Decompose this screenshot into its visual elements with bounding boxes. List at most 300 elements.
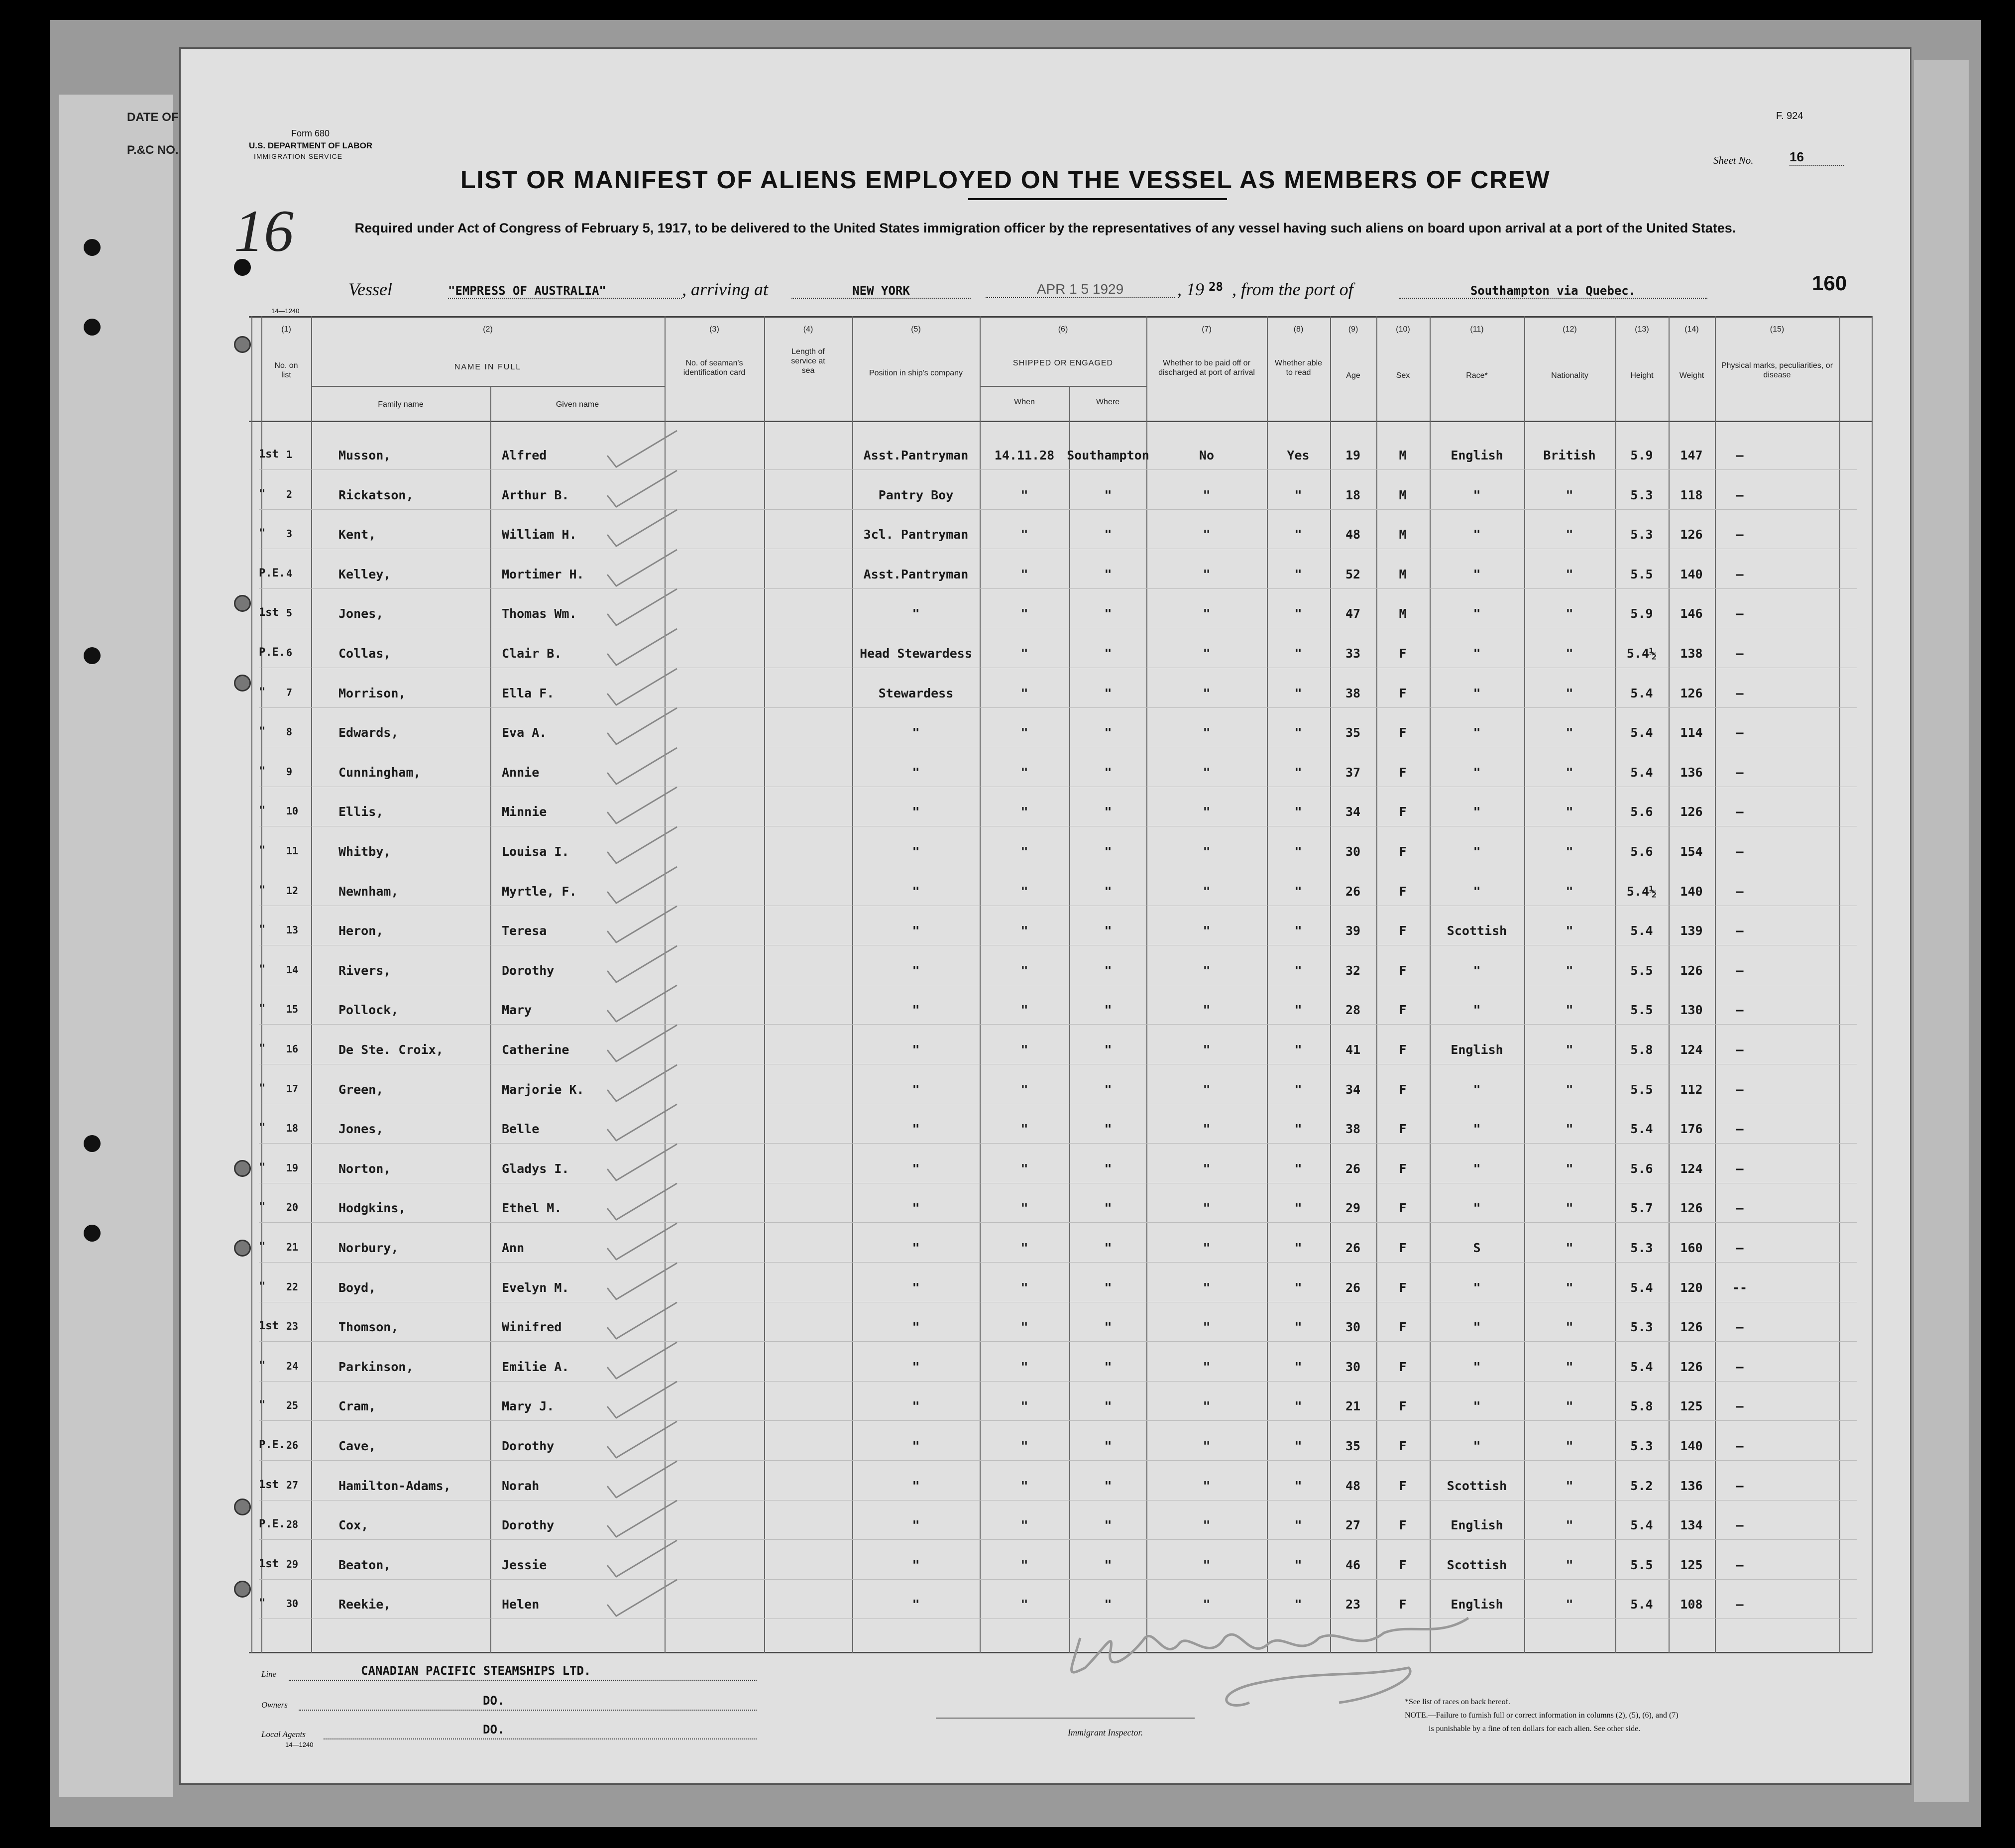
cell-marks: —: [1736, 725, 1744, 740]
cell-paid: ": [1203, 1241, 1211, 1255]
cell-given: Myrtle, F.: [502, 884, 577, 899]
form-subtitle: Required under Act of Congress of February 5, 1917, to be delivered to the United States immigration officer by the representatives of any vessel having such aliens on board upon arrival at a port of the United States.: [354, 221, 1736, 235]
cell-where: ": [1104, 527, 1112, 542]
cell-when: ": [1020, 1439, 1028, 1453]
cell-family: Ellis,: [338, 805, 384, 819]
col12-num: (12): [1563, 325, 1577, 334]
cell-cls: ": [259, 1082, 266, 1095]
cell-marks: —: [1736, 765, 1744, 780]
cell-where: ": [1104, 1399, 1112, 1414]
cell-age: 41: [1345, 1042, 1361, 1057]
cell-no: 19: [286, 1161, 299, 1174]
cell-nat: ": [1566, 1359, 1573, 1374]
cell-height: 5.4: [1630, 725, 1653, 740]
cell-nat: ": [1566, 1042, 1573, 1057]
row-rule: [259, 469, 1857, 470]
cell-race: ": [1473, 844, 1481, 859]
row-rule: [259, 1341, 1857, 1342]
cell-position: ": [912, 1241, 920, 1255]
binder-hole: [84, 647, 101, 664]
cell-nat: ": [1566, 924, 1573, 938]
cell-race: English: [1451, 1042, 1503, 1057]
cell-cls: ": [259, 844, 266, 857]
cell-when: ": [1020, 567, 1028, 581]
cell-cls: P.E.: [259, 567, 285, 579]
cell-age: 34: [1345, 805, 1361, 819]
cell-age: 52: [1345, 567, 1361, 581]
check-mark-icon: [602, 468, 682, 513]
cell-family: Cave,: [338, 1439, 376, 1453]
cell-family: Whitby,: [338, 844, 391, 859]
col13-label: Height: [1630, 371, 1654, 380]
grommet-mark: [234, 1160, 251, 1177]
cell-height: 5.6: [1630, 844, 1653, 859]
check-mark-icon: [602, 1300, 682, 1345]
cell-family: Parkinson,: [338, 1359, 414, 1374]
page-title: LIST OR MANIFEST OF ALIENS EMPLOYED ON THE VESSEL AS MEMBERS OF CREW: [460, 166, 1551, 194]
cell-race: Scottish: [1447, 1478, 1507, 1493]
cell-no: 7: [286, 686, 293, 698]
cell-nat: ": [1566, 884, 1573, 899]
cell-sex: F: [1399, 1518, 1407, 1533]
cell-family: Newnham,: [338, 884, 399, 899]
departure-port: Southampton via Quebec.: [1399, 284, 1707, 299]
cell-cls: ": [259, 963, 266, 976]
cell-position: ": [912, 1320, 920, 1335]
cell-marks: —: [1736, 1201, 1744, 1216]
binder-hole: [84, 319, 101, 336]
cell-read: Yes: [1287, 448, 1310, 462]
cell-nat: ": [1566, 1280, 1573, 1295]
cell-sex: F: [1399, 1399, 1407, 1414]
cell-where: ": [1104, 805, 1112, 819]
cell-age: 23: [1345, 1597, 1361, 1612]
check-mark-icon: [602, 1577, 682, 1622]
cell-cls: ": [259, 1122, 266, 1135]
cell-read: ": [1294, 1557, 1302, 1572]
cell-no: 24: [286, 1360, 299, 1372]
cell-nat: ": [1566, 963, 1573, 978]
sheet-number: 16: [1790, 149, 1844, 166]
check-mark-icon: [602, 507, 682, 552]
cell-given: Louisa I.: [502, 844, 569, 859]
cell-paid: ": [1203, 527, 1211, 542]
cell-when: ": [1020, 1042, 1028, 1057]
cell-no: 1: [286, 449, 293, 461]
cell-paid: ": [1203, 1161, 1211, 1176]
cell-no: 3: [286, 528, 293, 540]
cell-age: 28: [1345, 1003, 1361, 1018]
fine-note: NOTE.—Failure to furnish full or correct information in columns (2), (5), (6), and (7): [1405, 1711, 1679, 1720]
cell-where: ": [1104, 765, 1112, 780]
cell-marks: —: [1736, 1399, 1744, 1414]
cell-sex: F: [1399, 1161, 1407, 1176]
check-mark-icon: [602, 943, 682, 988]
check-mark-icon: [602, 745, 682, 790]
cell-where: ": [1104, 1201, 1112, 1216]
cell-paid: ": [1203, 805, 1211, 819]
cell-when: ": [1020, 1478, 1028, 1493]
check-mark-icon: [602, 1538, 682, 1583]
cell-marks: —: [1736, 567, 1744, 581]
check-mark-icon: [602, 1340, 682, 1385]
cell-given: Eva A.: [502, 725, 547, 740]
cell-paid: ": [1203, 1399, 1211, 1414]
sheet-label: Sheet No.: [1713, 154, 1754, 166]
col2-label: NAME IN FULL: [454, 363, 522, 371]
cell-where: ": [1104, 924, 1112, 938]
row-rule: [259, 1579, 1857, 1580]
cell-given: Ella F.: [502, 686, 555, 700]
cell-paid: ": [1203, 725, 1211, 740]
handwritten-sheet-number: 16: [234, 198, 294, 264]
cell-given: Mary J.: [502, 1399, 555, 1414]
col1-num: (1): [281, 325, 291, 334]
cell-weight: 140: [1680, 567, 1703, 581]
check-mark-icon: [602, 586, 682, 631]
cell-given: Winifred: [502, 1320, 562, 1335]
cell-cls: ": [259, 725, 266, 738]
row-rule: [259, 1143, 1857, 1144]
cell-nat: ": [1566, 844, 1573, 859]
cell-marks: —: [1736, 1161, 1744, 1176]
cell-no: 17: [286, 1082, 299, 1095]
cell-family: Norton,: [338, 1161, 391, 1176]
cell-given: Dorothy: [502, 1518, 555, 1533]
from-port-label: , from the port of: [1232, 279, 1353, 299]
check-mark-icon: [602, 824, 682, 869]
col13-num: (13): [1635, 325, 1649, 334]
cell-given: Mortimer H.: [502, 567, 584, 581]
cell-cls: ": [259, 1201, 266, 1214]
cell-race: Scottish: [1447, 1557, 1507, 1572]
cell-paid: ": [1203, 606, 1211, 621]
cell-paid: ": [1203, 884, 1211, 899]
row-rule: [259, 1222, 1857, 1223]
cell-sex: F: [1399, 1597, 1407, 1612]
cell-nat: ": [1566, 1122, 1573, 1137]
cell-position: Asst.Pantryman: [863, 448, 969, 462]
cell-given: Mary: [502, 1003, 532, 1018]
cell-weight: 130: [1680, 1003, 1703, 1018]
cell-where: ": [1104, 1042, 1112, 1057]
cell-height: 5.4: [1630, 686, 1653, 700]
cell-nat: ": [1566, 606, 1573, 621]
cell-height: 5.8: [1630, 1042, 1653, 1057]
col8-label: Whether able to read: [1274, 359, 1323, 377]
cell-paid: ": [1203, 1359, 1211, 1374]
cell-no: 12: [286, 884, 299, 897]
col10-num: (10): [1396, 325, 1410, 334]
cell-cls: ": [259, 765, 266, 778]
cell-age: 26: [1345, 1241, 1361, 1255]
cell-race: English: [1451, 448, 1503, 462]
cell-position: ": [912, 1478, 920, 1493]
cell-no: 29: [286, 1558, 299, 1570]
col11-label: Race*: [1466, 371, 1488, 380]
cell-sex: M: [1399, 567, 1407, 581]
col12-label: Nationality: [1551, 371, 1588, 380]
stamp-fragment-2: P.&C NO.: [127, 143, 179, 157]
cell-age: 30: [1345, 844, 1361, 859]
cell-where: ": [1104, 1320, 1112, 1335]
cell-where: ": [1104, 963, 1112, 978]
cell-sex: F: [1399, 1280, 1407, 1295]
cell-position: ": [912, 1518, 920, 1533]
cell-marks: —: [1736, 1359, 1744, 1374]
cell-cls: ": [259, 487, 266, 500]
cell-marks: —: [1736, 487, 1744, 502]
cell-family: Cunningham,: [338, 765, 421, 780]
cell-family: Hamilton-Adams,: [338, 1478, 451, 1493]
col-rule: [1872, 316, 1873, 1653]
cell-cls: ": [259, 1241, 266, 1253]
cell-sex: F: [1399, 805, 1407, 819]
binder-hole: [84, 1135, 101, 1152]
print-code-bottom: 14—1240: [285, 1741, 314, 1748]
agents-value: DO.: [483, 1723, 505, 1736]
cell-age: 47: [1345, 606, 1361, 621]
cell-sex: F: [1399, 1359, 1407, 1374]
check-mark-icon: [602, 1221, 682, 1266]
cell-weight: 140: [1680, 1439, 1703, 1453]
cell-family: Hodgkins,: [338, 1201, 406, 1216]
line-value: CANADIAN PACIFIC STEAMSHIPS LTD.: [361, 1664, 591, 1678]
cell-paid: ": [1203, 646, 1211, 661]
cell-sex: F: [1399, 646, 1407, 661]
cell-family: Rickatson,: [338, 487, 414, 502]
cell-when: ": [1020, 527, 1028, 542]
cell-family: Collas,: [338, 646, 391, 661]
cell-no: 11: [286, 845, 299, 857]
cell-sex: M: [1399, 606, 1407, 621]
cell-weight: 139: [1680, 924, 1703, 938]
col4-num: (4): [803, 325, 813, 334]
cell-position: ": [912, 1082, 920, 1097]
row-rule: [259, 1539, 1857, 1540]
cell-where: Southampton: [1067, 448, 1149, 462]
col6-where: Where: [1096, 398, 1120, 406]
cell-age: 33: [1345, 646, 1361, 661]
cell-cls: 1st: [259, 1320, 279, 1333]
cell-race: ": [1473, 1082, 1481, 1097]
cell-when: ": [1020, 884, 1028, 899]
cell-when: ": [1020, 1003, 1028, 1018]
cell-sex: M: [1399, 527, 1407, 542]
cell-when: ": [1020, 686, 1028, 700]
cell-nat: ": [1566, 1557, 1573, 1572]
cell-cls: ": [259, 1280, 266, 1293]
cell-nat: ": [1566, 725, 1573, 740]
cell-cls: ": [259, 884, 266, 897]
cell-age: 32: [1345, 963, 1361, 978]
cell-nat: ": [1566, 567, 1573, 581]
cell-marks: —: [1736, 606, 1744, 621]
cell-race: ": [1473, 487, 1481, 502]
cell-weight: 125: [1680, 1557, 1703, 1572]
cell-family: Musson,: [338, 448, 391, 462]
cell-age: 26: [1345, 1161, 1361, 1176]
cell-given: Marjorie K.: [502, 1082, 584, 1097]
col7-label: Whether to be paid off or discharged at port of arrival: [1158, 359, 1255, 377]
inspector-signature-line: [936, 1718, 1195, 1719]
cell-paid: ": [1203, 1201, 1211, 1216]
cell-sex: F: [1399, 1122, 1407, 1137]
cell-given: Jessie: [502, 1557, 547, 1572]
cell-marks: —: [1736, 884, 1744, 899]
underlying-page-strip: [59, 95, 173, 1797]
cell-position: ": [912, 1439, 920, 1453]
cell-family: Morrison,: [338, 686, 406, 700]
cell-where: ": [1104, 1122, 1112, 1137]
cell-race: ": [1473, 1320, 1481, 1335]
cell-nat: ": [1566, 487, 1573, 502]
cell-paid: ": [1203, 1597, 1211, 1612]
row-rule: [259, 509, 1857, 510]
cell-weight: 146: [1680, 606, 1703, 621]
cell-age: 30: [1345, 1359, 1361, 1374]
cell-weight: 154: [1680, 844, 1703, 859]
cell-weight: 108: [1680, 1597, 1703, 1612]
cell-height: 5.8: [1630, 1399, 1653, 1414]
cell-no: 20: [286, 1201, 299, 1214]
cell-weight: 126: [1680, 527, 1703, 542]
col11-num: (11): [1470, 325, 1484, 334]
cell-race: Scottish: [1447, 924, 1507, 938]
cell-given: Annie: [502, 765, 540, 780]
cell-marks: —: [1736, 1042, 1744, 1057]
col3-label: No. of seaman's identification card: [683, 359, 746, 377]
cell-cls: 1st: [259, 448, 279, 461]
cell-no: 25: [286, 1399, 299, 1412]
cell-paid: ": [1203, 924, 1211, 938]
cell-nat: British: [1543, 448, 1596, 462]
cell-paid: ": [1203, 686, 1211, 700]
row-rule: [259, 1381, 1857, 1382]
cell-height: 5.3: [1630, 1241, 1653, 1255]
cell-position: ": [912, 1042, 920, 1057]
cell-read: ": [1294, 1122, 1302, 1137]
cell-read: ": [1294, 1003, 1302, 1018]
cell-paid: ": [1203, 1478, 1211, 1493]
agents-field: [324, 1722, 757, 1739]
cell-position: ": [912, 1359, 920, 1374]
cell-sex: F: [1399, 1439, 1407, 1453]
cell-when: ": [1020, 765, 1028, 780]
cell-when: ": [1020, 1201, 1028, 1216]
cell-height: 5.5: [1630, 1557, 1653, 1572]
col10-label: Sex: [1396, 371, 1410, 380]
cell-marks: —: [1736, 686, 1744, 700]
cell-given: Norah: [502, 1478, 540, 1493]
cell-marks: —: [1736, 924, 1744, 938]
cell-cls: ": [259, 1161, 266, 1174]
title-underline: [968, 198, 1227, 200]
cell-marks: —: [1736, 1320, 1744, 1335]
cell-race: ": [1473, 1201, 1481, 1216]
cell-marks: —: [1736, 1122, 1744, 1137]
cell-when: ": [1020, 1359, 1028, 1374]
cell-no: 27: [286, 1479, 299, 1491]
cell-cls: ": [259, 1359, 266, 1372]
cell-given: Clair B.: [502, 646, 562, 661]
cell-position: 3cl. Pantryman: [863, 527, 969, 542]
cell-weight: 138: [1680, 646, 1703, 661]
cell-position: ": [912, 1557, 920, 1572]
check-mark-icon: [602, 626, 682, 671]
cell-read: ": [1294, 725, 1302, 740]
cell-where: ": [1104, 884, 1112, 899]
cell-given: Ethel M.: [502, 1201, 562, 1216]
cell-position: Pantry Boy: [878, 487, 954, 502]
cell-race: ": [1473, 567, 1481, 581]
cell-race: ": [1473, 1122, 1481, 1137]
col5-num: (5): [911, 325, 921, 334]
cell-given: Helen: [502, 1597, 540, 1612]
cell-race: ": [1473, 725, 1481, 740]
cell-race: ": [1473, 1161, 1481, 1176]
cell-race: English: [1451, 1597, 1503, 1612]
cell-family: Jones,: [338, 606, 384, 621]
cell-weight: 136: [1680, 765, 1703, 780]
cell-sex: M: [1399, 448, 1407, 462]
cell-no: 9: [286, 765, 293, 778]
cell-family: Pollock,: [338, 1003, 399, 1018]
arriving-label: , arriving at: [682, 279, 769, 299]
cell-read: ": [1294, 1359, 1302, 1374]
cell-age: 37: [1345, 765, 1361, 780]
cell-read: ": [1294, 527, 1302, 542]
cell-weight: 160: [1680, 1241, 1703, 1255]
cell-age: 35: [1345, 1439, 1361, 1453]
cell-weight: 134: [1680, 1518, 1703, 1533]
cell-cls: ": [259, 1042, 266, 1055]
cell-family: Rivers,: [338, 963, 391, 978]
cell-height: 5.6: [1630, 805, 1653, 819]
cell-no: 26: [286, 1439, 299, 1451]
cell-read: ": [1294, 567, 1302, 581]
cell-race: ": [1473, 646, 1481, 661]
cell-where: ": [1104, 1161, 1112, 1176]
cell-read: ": [1294, 765, 1302, 780]
cell-read: ": [1294, 1439, 1302, 1453]
cell-weight: 147: [1680, 448, 1703, 462]
cell-nat: ": [1566, 527, 1573, 542]
cell-family: Green,: [338, 1082, 384, 1097]
cell-paid: ": [1203, 1122, 1211, 1137]
cell-age: 48: [1345, 527, 1361, 542]
cell-read: ": [1294, 963, 1302, 978]
cell-read: ": [1294, 1597, 1302, 1612]
cell-read: ": [1294, 924, 1302, 938]
cell-when: ": [1020, 1280, 1028, 1295]
department: U.S. DEPARTMENT OF LABOR: [249, 141, 373, 150]
cell-paid: ": [1203, 1003, 1211, 1018]
cell-paid: ": [1203, 1042, 1211, 1057]
cell-weight: 126: [1680, 1320, 1703, 1335]
cell-position: ": [912, 1003, 920, 1018]
check-mark-icon: [602, 864, 682, 909]
cell-weight: 126: [1680, 963, 1703, 978]
cell-read: ": [1294, 646, 1302, 661]
cell-marks: —: [1736, 1241, 1744, 1255]
cell-no: 5: [286, 607, 293, 619]
cell-when: ": [1020, 963, 1028, 978]
cell-marks: --: [1732, 1280, 1748, 1295]
cell-age: 29: [1345, 1201, 1361, 1216]
cell-family: Cox,: [338, 1518, 369, 1533]
cell-paid: ": [1203, 1082, 1211, 1097]
